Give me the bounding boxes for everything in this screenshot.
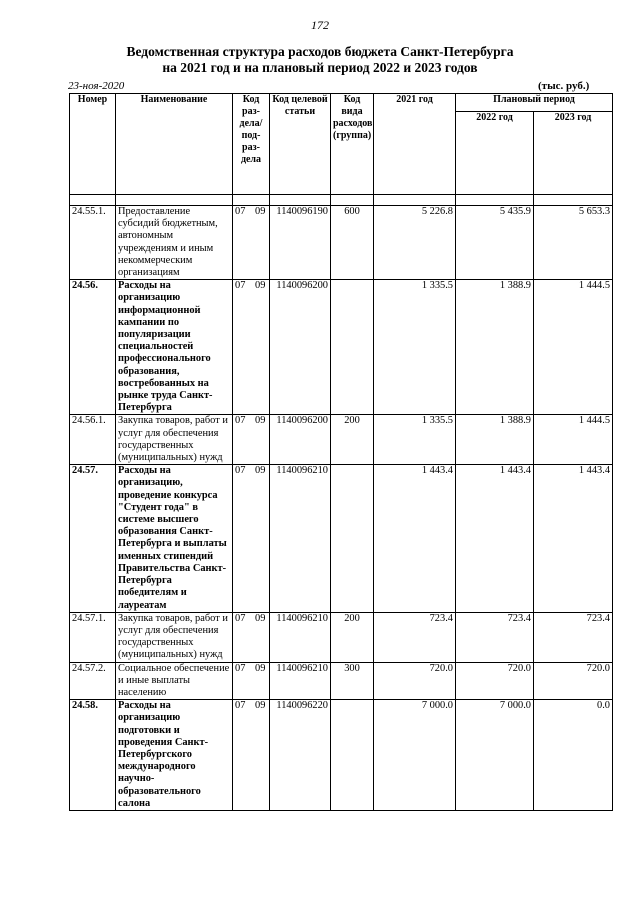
row-number: 24.58.: [70, 700, 116, 811]
row-2023: 720.0: [534, 662, 613, 700]
podrazdel-code: 09: [255, 465, 266, 477]
podrazdel-code: 09: [255, 662, 266, 674]
header-name: Наименование: [116, 94, 233, 195]
table-row: [70, 612, 613, 662]
row-2022: 1 443.4: [456, 465, 534, 612]
razdel-code: 07: [235, 280, 246, 292]
row-vr: [331, 280, 374, 415]
row-2022: 5 435.9: [456, 206, 534, 280]
row-2022: 723.4: [456, 612, 534, 662]
row-csr: 1140096210: [270, 662, 331, 700]
row-number: 24.56.1.: [70, 415, 116, 465]
row-vr: 600: [331, 206, 374, 280]
document-date: 23-ноя-2020: [68, 80, 125, 92]
table-row: [70, 662, 613, 700]
row-2022: 720.0: [456, 662, 534, 700]
row-vr: [331, 700, 374, 811]
row-2021: 1 335.5: [374, 280, 456, 415]
table-row: [70, 700, 613, 811]
budget-table: [69, 93, 613, 811]
row-vr: [331, 465, 374, 612]
podrazdel-code: 09: [255, 700, 266, 712]
row-vr: 300: [331, 662, 374, 700]
razdel-code: 07: [235, 206, 246, 217]
table-header: [70, 94, 613, 195]
row-number: 24.55.1.: [70, 206, 116, 280]
row-2023: 5 653.3: [534, 206, 613, 280]
row-2022: 1 388.9: [456, 280, 534, 415]
row-2023: 1 443.4: [534, 465, 613, 612]
row-razdel: [233, 415, 270, 465]
header-number: Номер: [70, 94, 116, 195]
row-csr: 1140096200: [270, 415, 331, 465]
row-2021: 5 226.8: [374, 206, 456, 280]
razdel-code: 07: [235, 662, 246, 674]
header-2023: 2023 год: [534, 112, 613, 195]
header-2021: 2021 год: [374, 94, 456, 195]
header-plan-period: Плановый период: [456, 94, 613, 112]
row-name: Предоставление субсидий бюджетным, автономным учреждениям и иным некоммерческим организациям: [116, 206, 233, 280]
row-name: Расходы на организацию, проведение конкурса "Студент года" в системе высшего образования Санкт-Петербурга и выплаты именных стипендий Правительства Санкт-Петербурга победителям и лауреатам: [116, 465, 233, 612]
header-spacer-row: [70, 195, 613, 206]
row-name: Расходы на организацию информационной кампании по популяризации специальностей профессионального образования, востребованных на рынке труда Санкт-Петербурга: [116, 280, 233, 415]
row-2022: 7 000.0: [456, 700, 534, 811]
header-razdel: Код раз-дела/ под-раз-дела: [233, 94, 270, 195]
row-csr: 1140096200: [270, 280, 331, 415]
row-razdel: [233, 662, 270, 700]
title-line-1: Ведомственная структура расходов бюджета Санкт-Петербурга: [126, 44, 514, 59]
row-vr: 200: [331, 612, 374, 662]
row-csr: 1140096190: [270, 206, 331, 280]
row-2023: 1 444.5: [534, 280, 613, 415]
row-number: 24.56.: [70, 280, 116, 415]
row-name: Расходы на организацию подготовки и проведения Санкт-Петербургского международного научно-образовательного салона: [116, 700, 233, 811]
row-2023: 723.4: [534, 612, 613, 662]
row-2021: 723.4: [374, 612, 456, 662]
row-number: 24.57.1.: [70, 612, 116, 662]
razdel-code: 07: [235, 465, 246, 477]
row-csr: 1140096210: [270, 612, 331, 662]
header-csr: Код целевой статьи: [270, 94, 331, 195]
row-2021: 720.0: [374, 662, 456, 700]
page-number: 172: [311, 18, 329, 32]
row-name: Закупка товаров, работ и услуг для обеспечения государственных (муниципальных) нужд: [116, 415, 233, 465]
row-razdel: [233, 700, 270, 811]
row-vr: 200: [331, 415, 374, 465]
row-2021: 7 000.0: [374, 700, 456, 811]
row-razdel: [233, 612, 270, 662]
title-line-2: на 2021 год и на плановый период 2022 и 2023 годов: [162, 60, 478, 75]
row-csr: 1140096210: [270, 465, 331, 612]
row-razdel: [233, 280, 270, 415]
podrazdel-code: 09: [255, 415, 266, 427]
row-name: Социальное обеспечение и иные выплаты населению: [116, 662, 233, 700]
table-row: [70, 465, 613, 612]
table-row: [70, 206, 613, 280]
row-2023: 1 444.5: [534, 415, 613, 465]
table-row: [70, 280, 613, 415]
units-label: (тыс. руб.): [538, 80, 590, 92]
row-2021: 1 335.5: [374, 415, 456, 465]
table-row: [70, 415, 613, 465]
razdel-code: 07: [235, 612, 246, 624]
header-vr: Код вида расходов (группа): [331, 94, 374, 195]
row-2023: 0.0: [534, 700, 613, 811]
row-2021: 1 443.4: [374, 465, 456, 612]
header-2022: 2022 год: [456, 112, 534, 195]
podrazdel-code: 09: [255, 612, 266, 624]
row-name: Закупка товаров, работ и услуг для обеспечения государственных (муниципальных) нужд: [116, 612, 233, 662]
table-body: [70, 195, 613, 811]
row-number: 24.57.2.: [70, 662, 116, 700]
razdel-code: 07: [235, 700, 246, 712]
podrazdel-code: 09: [255, 280, 266, 292]
razdel-code: 07: [235, 415, 246, 427]
row-2022: 1 388.9: [456, 415, 534, 465]
podrazdel-code: 09: [255, 206, 266, 217]
row-razdel: [233, 465, 270, 612]
row-csr: 1140096220: [270, 700, 331, 811]
document-title: [0, 44, 640, 76]
row-razdel: [233, 206, 270, 280]
row-number: 24.57.: [70, 465, 116, 612]
